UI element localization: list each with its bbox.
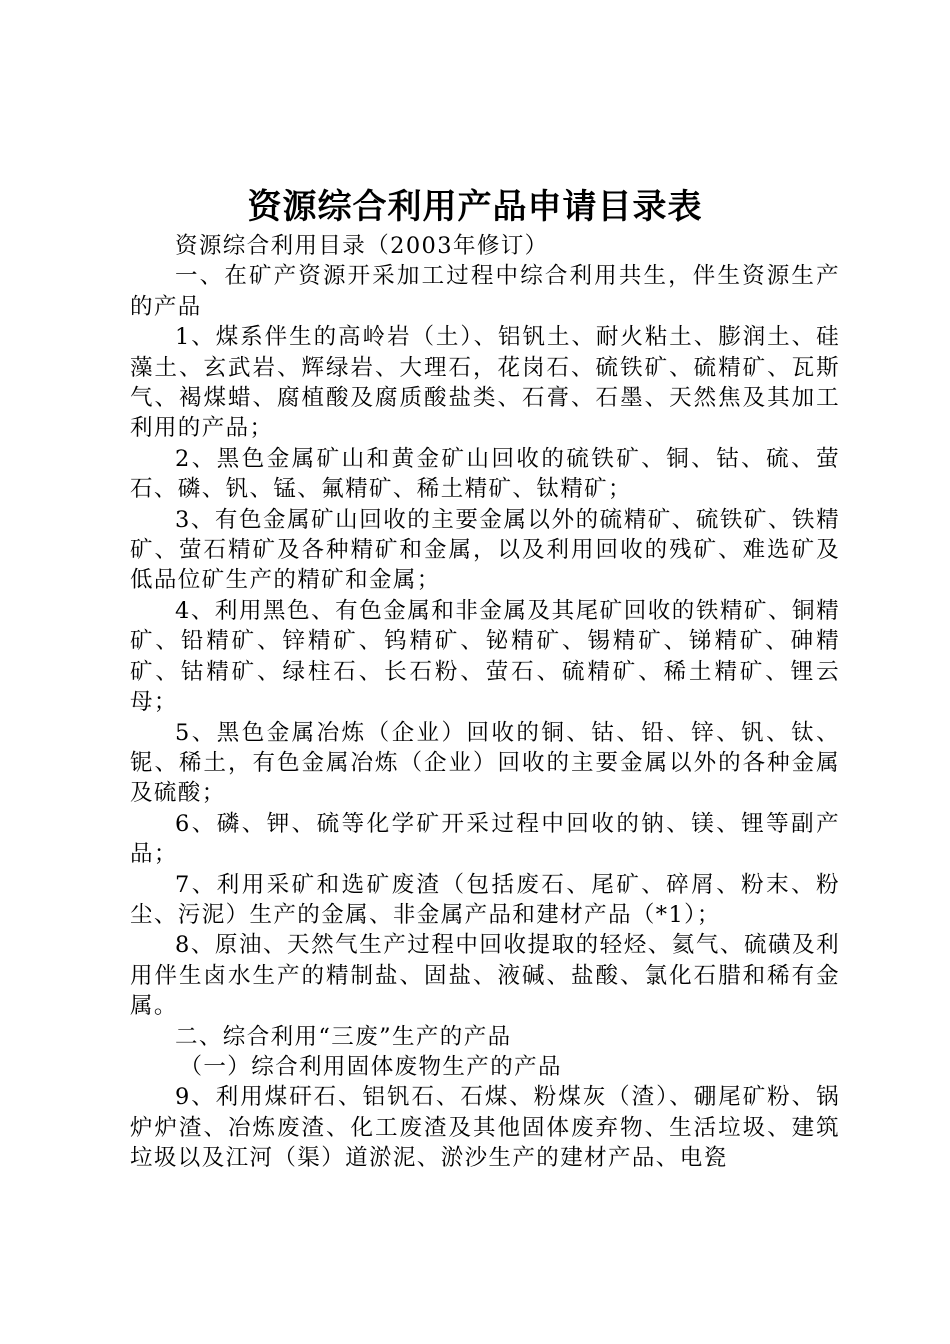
paragraph-section-one-heading: 一、在矿产资源开采加工过程中综合利用共生，伴生资源生产的产品 [130, 263, 840, 320]
paragraph-item-1: 1、煤系伴生的高岭岩（土）、铝钒土、耐火粘土、膨润土、硅藻土、玄武岩、辉绿岩、大理石，花岗石、硫铁矿、硫精矿、瓦斯气、褐煤蜡、腐植酸及腐质酸盐类、石膏、石墨、天然焦及其加工利用的产品； [130, 324, 840, 442]
paragraph-item-2: 2、黑色金属矿山和黄金矿山回收的硫铁矿、铜、钴、硫、萤石、磷、钒、锰、氟精矿、稀土精矿、钛精矿； [130, 445, 840, 503]
paragraph-subsection-one-heading: （一）综合利用固体废物生产的产品 [179, 1053, 562, 1080]
paragraph-catalog-heading: 资源综合利用目录（2003年修订） [175, 233, 549, 259]
paragraph-item-5: 5、黑色金属冶炼（企业）回收的铜、钴、铅、锌、钒、钛、铌、稀土，有色金属冶炼（企业）回收的主要金属以外的各种金属及硫酸； [130, 719, 840, 807]
document-body [130, 231, 840, 1174]
paragraph-section-two-heading: 二、综合利用“三废”生产的产品 [175, 1023, 512, 1050]
paragraph-item-8: 8、原油、天然气生产过程中回收提取的轻烃、氦气、硫磺及利用伴生卤水生产的精制盐、固盐、液碱、盐酸、氯化石腊和稀有金属。 [130, 932, 840, 1020]
paragraph-item-9: 9、利用煤矸石、铝钒石、石煤、粉煤灰（渣）、硼尾矿粉、锅炉炉渣、冶炼废渣、化工废渣及其他固体废弃物、生活垃圾、建筑垃圾以及江河（渠）道淤泥、淤沙生产的建材产品、电瓷 [130, 1084, 840, 1172]
paragraph-item-6: 6、磷、钾、硫等化学矿开采过程中回收的钠、镁、锂等副产品； [130, 810, 840, 868]
document-title: 资源综合利用产品申请目录表 [247, 187, 703, 227]
paragraph-item-7: 7、利用采矿和选矿废渣（包括废石、尾矿、碎屑、粉末、粉尘、污泥）生产的金属、非金属产品和建材产品（*1）； [130, 871, 840, 928]
paragraph-item-3: 3、有色金属矿山回收的主要金属以外的硫精矿、硫铁矿、铁精矿、萤石精矿及各种精矿和金属，以及利用回收的残矿、难选矿及低品位矿生产的精矿和金属； [130, 506, 840, 594]
paragraph-item-4: 4、利用黑色、有色金属和非金属及其尾矿回收的铁精矿、铜精矿、铅精矿、锌精矿、钨精矿、铋精矿、锡精矿、锑精矿、砷精矿、钴精矿、绿柱石、长石粉、萤石、硫精矿、稀土精矿、锂云母； [130, 597, 840, 716]
